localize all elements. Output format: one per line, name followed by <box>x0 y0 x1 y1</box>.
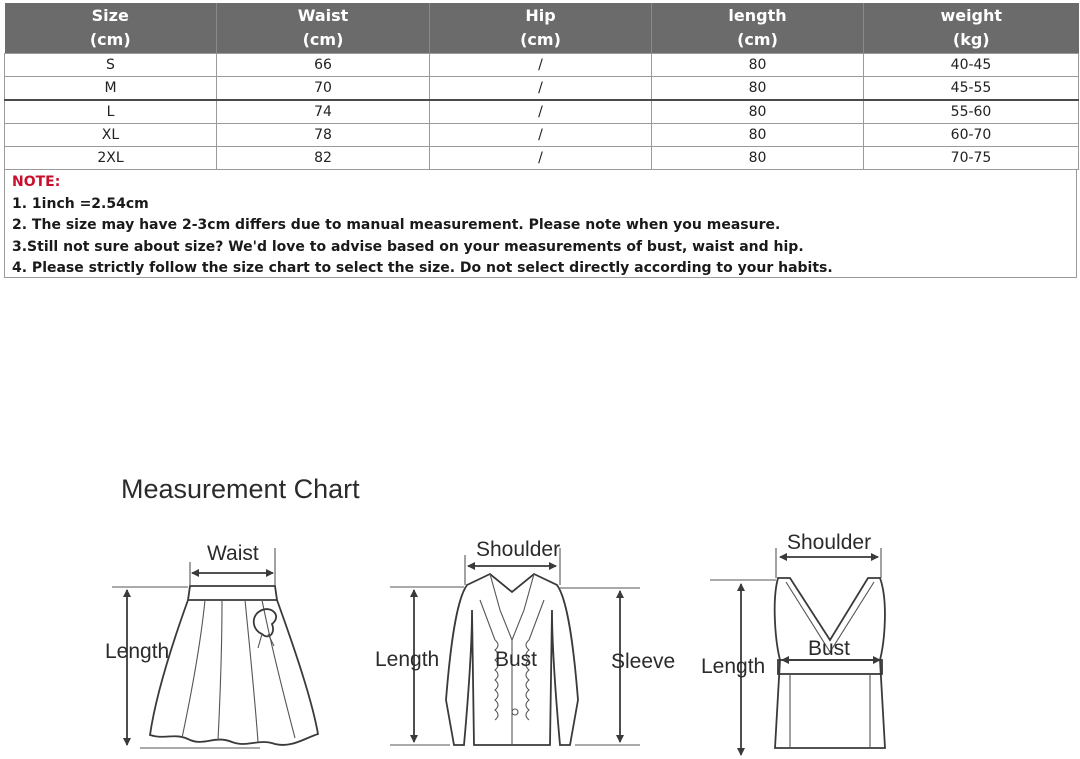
header-size: Size (cm) <box>5 3 217 54</box>
measurement-diagram <box>0 500 1080 759</box>
hip-cell: / <box>430 54 652 77</box>
weight-cell: 55-60 <box>864 100 1079 124</box>
table-row <box>5 124 1079 147</box>
note-item: 2. The size may have 2-3cm differs due to manual measurement. Please note when you measure. <box>12 217 781 233</box>
note-item: 1. 1inch =2.54cm <box>12 195 149 212</box>
hip-cell: / <box>430 124 652 147</box>
length-cell: 80 <box>652 54 864 77</box>
size-cell: XL <box>5 124 217 147</box>
length-cell: 80 <box>652 77 864 101</box>
waist-cell: 74 <box>217 100 430 124</box>
waist-cell: 66 <box>217 54 430 77</box>
header-hip: Hip (cm) <box>430 3 652 54</box>
table-row <box>5 77 1079 101</box>
hip-cell: / <box>430 147 652 170</box>
length-cell: 80 <box>652 147 864 170</box>
waist-cell: 70 <box>217 77 430 101</box>
size-cell: L <box>5 100 217 124</box>
length-cell: 80 <box>652 100 864 124</box>
size-table <box>4 3 1079 170</box>
top-shoulder-label: Shoulder <box>787 531 872 554</box>
jacket-illustration <box>390 548 640 745</box>
note-item: 4. Please strictly follow the size chart to select the size. Do not select directly according to your habits. <box>12 260 833 276</box>
table-row <box>5 54 1079 77</box>
header-weight: weight (kg) <box>864 3 1079 54</box>
note-item: 3.Still not sure about size? We'd love to advise based on your measurements of bust, waist and hip. <box>12 238 804 255</box>
waist-cell: 82 <box>217 147 430 170</box>
size-cell: M <box>5 77 217 101</box>
header-length: length (cm) <box>652 3 864 54</box>
note-title: NOTE: <box>12 174 61 190</box>
table-row <box>5 147 1079 170</box>
top-bust-label: Bust <box>808 637 851 660</box>
hip-cell: / <box>430 77 652 101</box>
table-row <box>5 100 1079 124</box>
jacket-sleeve-label: Sleeve <box>611 650 676 673</box>
header-waist: Waist (cm) <box>217 3 430 54</box>
top-illustration <box>710 548 885 755</box>
weight-cell: 40-45 <box>864 54 1079 77</box>
hip-cell: / <box>430 100 652 124</box>
size-notes <box>4 170 1077 278</box>
jacket-length-label: Length <box>375 648 440 671</box>
jacket-bust-label: Bust <box>495 648 538 671</box>
skirt-length-label: Length <box>105 640 170 663</box>
measurement-chart-title: Measurement Chart <box>121 474 360 504</box>
size-table-header-row <box>5 3 1079 54</box>
size-cell: 2XL <box>5 147 217 170</box>
weight-cell: 45-55 <box>864 77 1079 101</box>
waist-cell: 78 <box>217 124 430 147</box>
weight-cell: 70-75 <box>864 147 1079 170</box>
top-length-label: Length <box>701 655 766 678</box>
size-cell: S <box>5 54 217 77</box>
weight-cell: 60-70 <box>864 124 1079 147</box>
jacket-shoulder-label: Shoulder <box>476 538 561 561</box>
skirt-waist-label: Waist <box>207 542 259 565</box>
length-cell: 80 <box>652 124 864 147</box>
